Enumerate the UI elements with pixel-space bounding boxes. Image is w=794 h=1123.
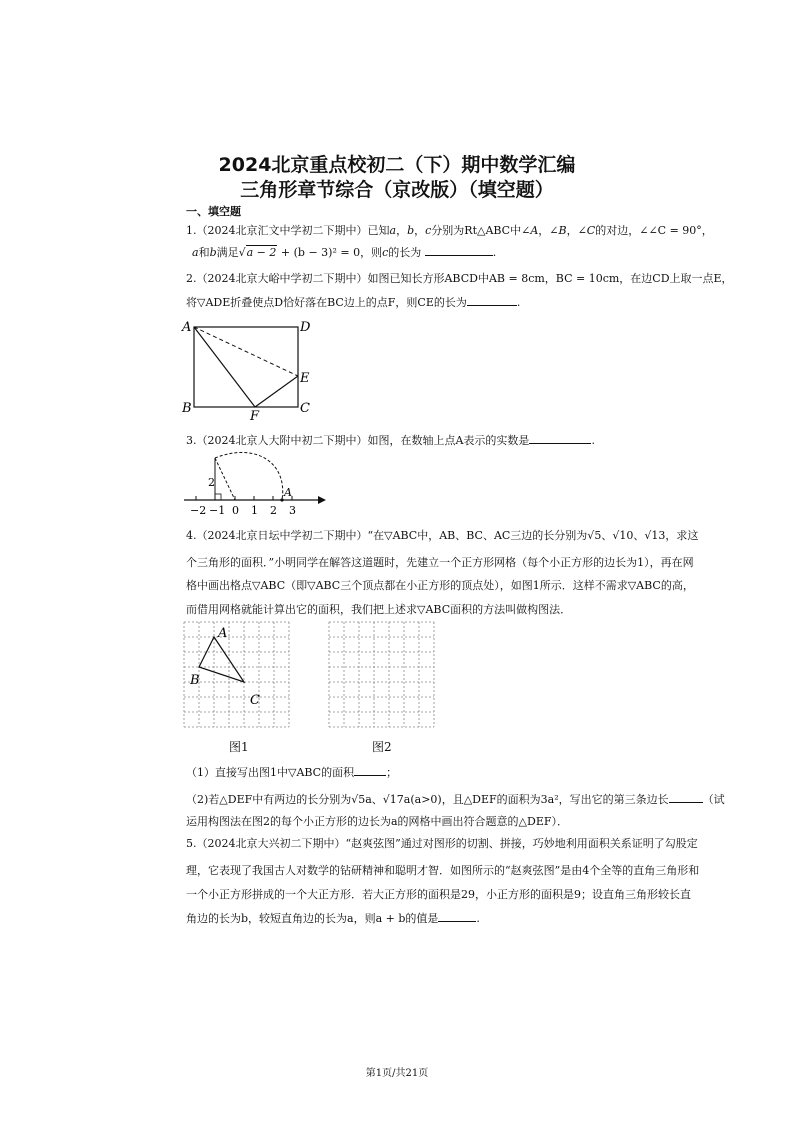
- point-A-label: A: [284, 486, 292, 499]
- label-B: B: [182, 401, 192, 416]
- tick-3: 3: [289, 504, 296, 517]
- figure-rectangle-fold: [178, 318, 318, 422]
- question-4-sub-1: （1）直接写出图1中▽ABC的面积 ；: [186, 766, 398, 779]
- page-subtitle: 三角形章节综合（京改版）（填空题）: [240, 179, 554, 201]
- question-2-line-2: 将▽ADE折叠使点D恰好落在BC边上的点F，则CE的长为 .: [186, 296, 521, 309]
- answer-blank-2[interactable]: [467, 295, 517, 306]
- tick-neg1: −1: [209, 504, 226, 517]
- question-4-sub-2: （2)若△DEF中有两边的长分别为√5a、√17a(a>0)，且△DEF的面积为3a²，写出它的第三条边长 （试: [186, 793, 725, 806]
- label-C: C: [300, 401, 310, 416]
- tick-0: 0: [232, 504, 239, 517]
- figure-1-caption: 图1: [229, 740, 249, 754]
- answer-blank-3[interactable]: [529, 433, 591, 444]
- question-5-line-1: 5.（2024北京大兴初二下期中）“赵爽弦图”通过对图形的切割、拼接，巧妙地利用面积关系证明了勾股定: [186, 837, 698, 850]
- label-D: D: [300, 320, 311, 335]
- tick-1: 1: [251, 504, 258, 517]
- question-4-sub-2-cont: 运用构图法在图2的每个小正方形的边长为a的网格中画出符合题意的△DEF）．: [186, 815, 568, 828]
- answer-blank-4-2[interactable]: [669, 792, 703, 803]
- question-5-line-3: 一个小正方形拼成的一个大正方形．若大正方形的面积是29，小正方形的面积是9；设直角三角形较长直: [186, 888, 691, 901]
- page-title: 2024北京重点校初二（下）期中数学汇编: [218, 154, 576, 176]
- question-1-line-2: a和b满足√a − 2 + (b − 3)² = 0，则c的长为 .: [192, 246, 497, 259]
- tick-2: 2: [270, 504, 277, 517]
- fig1-label-A: A: [218, 626, 228, 641]
- section-heading: 一、填空题: [186, 205, 241, 218]
- figure-2-grid: [325, 618, 441, 730]
- question-4-line-4: 而借用网格就能计算出它的面积，我们把上述求▽ABC面积的方法叫做构图法．: [186, 603, 572, 616]
- question-4-line-1: 4.（2024北京日坛中学初二下期中）“在▽ABC中，AB、BC、AC三边的长分别为√5、√10、√13，求这: [186, 529, 699, 542]
- answer-blank-5[interactable]: [438, 911, 476, 922]
- question-5-line-4: 角边的长为b，较短直角边的长为a，则a + b的值是 .: [186, 912, 480, 925]
- label-A: A: [182, 320, 192, 335]
- question-5-line-2: 理，它表现了我国古人对数学的钻研精神和聪明才智．如图所示的“赵爽弦图”是由4个全等的直角三角形和: [186, 864, 700, 877]
- figure-2-caption: 图2: [372, 740, 392, 754]
- tick-neg2: −2: [190, 504, 207, 517]
- page-footer: 第1页/共21页: [365, 1068, 429, 1079]
- height-label: 2: [208, 476, 215, 489]
- label-E: E: [300, 371, 310, 386]
- fig1-label-C: C: [250, 693, 260, 708]
- figure-1-grid: [180, 618, 296, 730]
- question-1-line-1: 1.（2024北京汇文中学初二下期中）已知a，b，c分别为Rt△ABC中∠A，∠B，∠C的对边，∠∠C = 90°，: [186, 224, 713, 237]
- answer-blank-1[interactable]: [425, 245, 493, 256]
- question-4-line-2: 个三角形的面积．”小明同学在解答这道题时，先建立一个正方形网格（每个小正方形的边长为1），再在网: [186, 556, 694, 569]
- answer-blank-4-1[interactable]: [354, 765, 386, 776]
- question-2-line-1: 2.（2024北京大峪中学初二下期中）如图已知长方形ABCD中AB = 8cm，BC = 10cm，在边CD上取一点E，: [186, 272, 733, 285]
- question-4-line-3: 格中画出格点▽ABC（即▽ABC三个顶点都在小正方形的顶点处），如图1所示．这样不需求▽ABC的高，: [186, 579, 694, 592]
- label-F: F: [250, 409, 260, 422]
- fig1-label-B: B: [190, 673, 200, 688]
- question-3-line-1: 3.（2024北京人大附中初二下期中）如图，在数轴上点A表示的实数是 .: [186, 434, 595, 447]
- figure-number-line: [180, 450, 330, 520]
